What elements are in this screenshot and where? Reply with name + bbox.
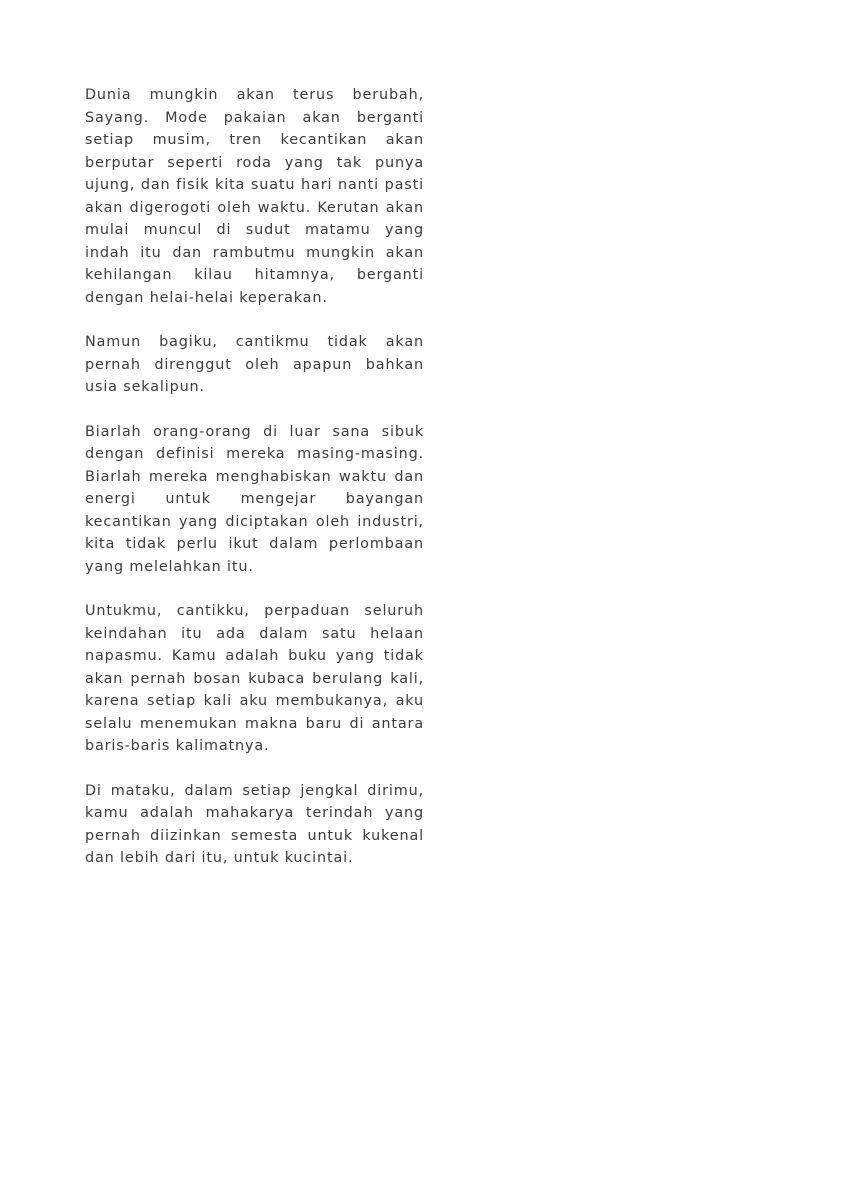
paragraph: Namun bagiku, cantikmu tidak akan pernah direnggut oleh apapun bahkan usia sekalipun. — [85, 334, 424, 395]
paragraph: Biarlah orang-orang di luar sana sibuk dengan definisi mereka masing-masing. Biarlah mereka menghabiskan waktu dan energi untuk mengejar bayangan kecantikan yang diciptakan oleh industri, kita tidak perlu ikut dalam perlombaan yang melelahkan itu. — [85, 423, 424, 575]
text-column — [85, 84, 424, 892]
paragraph: Dunia mungkin akan terus berubah, Sayang. Mode pakaian akan berganti setiap musim, tren kecantikan akan berputar seperti roda yang tak punya ujung, dan fisik kita suatu hari nanti pasti akan digerogoti oleh waktu. Kerutan akan mulai muncul di sudut matamu yang indah itu dan rambutmu mungkin akan kehilangan kilau hitamnya, berganti dengan helai-helai keperakan. — [85, 87, 424, 306]
paragraph: Di mataku, dalam setiap jengkal dirimu, kamu adalah mahakarya terindah yang pernah diizinkan semesta untuk kukenal dan lebih dari itu, untuk kucintai. — [85, 782, 424, 866]
paragraph: Untukmu, cantikku, perpaduan seluruh keindahan itu ada dalam satu helaan napasmu. Kamu adalah buku yang tidak akan pernah bosan kubaca berulang kali, karena setiap kali aku membukanya, aku selalu menemukan makna baru di antara baris-baris kalimatnya. — [85, 603, 424, 754]
